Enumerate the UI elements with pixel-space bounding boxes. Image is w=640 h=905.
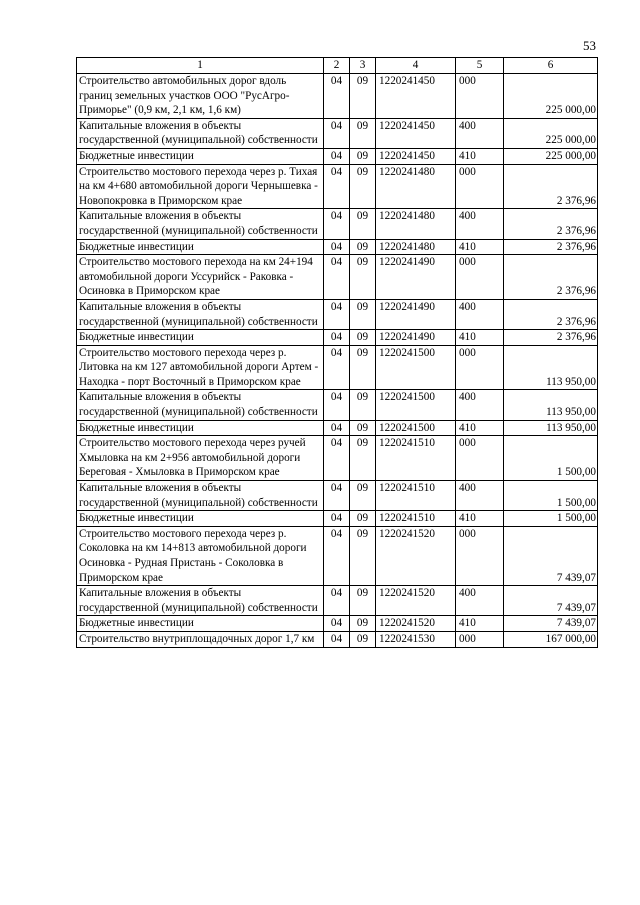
section-code-cell: 04: [324, 164, 350, 209]
subsection-code-cell: 09: [350, 390, 376, 420]
row-name-cell: Бюджетные инвестиции: [77, 239, 324, 255]
target-article-cell: 1220241520: [376, 586, 456, 616]
target-article-cell: 1220241510: [376, 511, 456, 527]
target-article-cell: 1220241450: [376, 118, 456, 148]
amount-cell: 1 500,00: [504, 511, 598, 527]
row-name-cell: Строительство внутриплощадочных дорог 1,7 км: [77, 631, 324, 647]
amount-cell: 2 376,96: [504, 299, 598, 329]
amount-cell: 225 000,00: [504, 148, 598, 164]
target-article-cell: 1220241490: [376, 299, 456, 329]
subsection-code-cell: 09: [350, 299, 376, 329]
row-name-cell: Капитальные вложения в объекты государственной (муниципальной) собственности: [77, 118, 324, 148]
amount-cell: 1 500,00: [504, 481, 598, 511]
row-name-cell: Бюджетные инвестиции: [77, 511, 324, 527]
table-row: [77, 436, 598, 481]
amount-cell: 225 000,00: [504, 74, 598, 119]
subsection-code-cell: 09: [350, 118, 376, 148]
table-row: [77, 526, 598, 585]
expense-type-cell: 000: [456, 526, 504, 585]
amount-cell: 2 376,96: [504, 209, 598, 239]
section-code-cell: 04: [324, 330, 350, 346]
amount-cell: 113 950,00: [504, 420, 598, 436]
column-header: 5: [456, 58, 504, 74]
section-code-cell: 04: [324, 255, 350, 300]
target-article-cell: 1220241520: [376, 526, 456, 585]
target-article-cell: 1220241510: [376, 436, 456, 481]
subsection-code-cell: 09: [350, 345, 376, 390]
table-row: [77, 118, 598, 148]
expense-type-cell: 400: [456, 390, 504, 420]
amount-cell: 7 439,07: [504, 586, 598, 616]
target-article-cell: 1220241490: [376, 255, 456, 300]
section-code-cell: 04: [324, 239, 350, 255]
section-code-cell: 04: [324, 481, 350, 511]
expense-type-cell: 000: [456, 631, 504, 647]
table-row: [77, 299, 598, 329]
expense-type-cell: 410: [456, 330, 504, 346]
expense-type-cell: 000: [456, 74, 504, 119]
subsection-code-cell: 09: [350, 526, 376, 585]
header-row: [77, 58, 598, 74]
expense-type-cell: 400: [456, 586, 504, 616]
amount-cell: 2 376,96: [504, 255, 598, 300]
subsection-code-cell: 09: [350, 616, 376, 632]
budget-table: [76, 57, 598, 648]
table-row: [77, 390, 598, 420]
table-body: [77, 74, 598, 648]
target-article-cell: 1220241520: [376, 616, 456, 632]
section-code-cell: 04: [324, 74, 350, 119]
amount-cell: 7 439,07: [504, 616, 598, 632]
table-row: [77, 239, 598, 255]
target-article-cell: 1220241510: [376, 481, 456, 511]
subsection-code-cell: 09: [350, 420, 376, 436]
section-code-cell: 04: [324, 118, 350, 148]
expense-type-cell: 410: [456, 616, 504, 632]
section-code-cell: 04: [324, 209, 350, 239]
target-article-cell: 1220241480: [376, 239, 456, 255]
expense-type-cell: 410: [456, 148, 504, 164]
table-row: [77, 209, 598, 239]
expense-type-cell: 400: [456, 481, 504, 511]
row-name-cell: Бюджетные инвестиции: [77, 616, 324, 632]
subsection-code-cell: 09: [350, 164, 376, 209]
section-code-cell: 04: [324, 436, 350, 481]
amount-cell: 2 376,96: [504, 164, 598, 209]
row-name-cell: Капитальные вложения в объекты государственной (муниципальной) собственности: [77, 299, 324, 329]
section-code-cell: 04: [324, 420, 350, 436]
amount-cell: 225 000,00: [504, 118, 598, 148]
section-code-cell: 04: [324, 616, 350, 632]
column-header: 6: [504, 58, 598, 74]
row-name-cell: Капитальные вложения в объекты государственной (муниципальной) собственности: [77, 390, 324, 420]
section-code-cell: 04: [324, 345, 350, 390]
subsection-code-cell: 09: [350, 255, 376, 300]
expense-type-cell: 400: [456, 209, 504, 239]
section-code-cell: 04: [324, 511, 350, 527]
target-article-cell: 1220241480: [376, 209, 456, 239]
expense-type-cell: 400: [456, 118, 504, 148]
row-name-cell: Капитальные вложения в объекты государственной (муниципальной) собственности: [77, 481, 324, 511]
subsection-code-cell: 09: [350, 239, 376, 255]
expense-type-cell: 410: [456, 420, 504, 436]
target-article-cell: 1220241500: [376, 345, 456, 390]
column-header: 4: [376, 58, 456, 74]
section-code-cell: 04: [324, 390, 350, 420]
table-row: [77, 345, 598, 390]
row-name-cell: Строительство мостового перехода через р. Литовка на км 127 автомобильной дороги Артем - Находка - порт Восточный в Приморском крае: [77, 345, 324, 390]
target-article-cell: 1220241490: [376, 330, 456, 346]
amount-cell: 167 000,00: [504, 631, 598, 647]
column-header: 3: [350, 58, 376, 74]
page-number: 53: [583, 38, 596, 53]
expense-type-cell: 000: [456, 436, 504, 481]
row-name-cell: Строительство мостового перехода через р. Тихая на км 4+680 автомобильной дороги Чернышевка - Новопокровка в Приморском крае: [77, 164, 324, 209]
target-article-cell: 1220241530: [376, 631, 456, 647]
row-name-cell: Бюджетные инвестиции: [77, 420, 324, 436]
row-name-cell: Строительство мостового перехода через р. Соколовка на км 14+813 автомобильной дороги Осиновка - Рудная Пристань - Соколовка в Приморском крае: [77, 526, 324, 585]
table-row: [77, 420, 598, 436]
subsection-code-cell: 09: [350, 511, 376, 527]
subsection-code-cell: 09: [350, 436, 376, 481]
row-name-cell: Бюджетные инвестиции: [77, 330, 324, 346]
target-article-cell: 1220241500: [376, 420, 456, 436]
expense-type-cell: 000: [456, 345, 504, 390]
table-row: [77, 631, 598, 647]
subsection-code-cell: 09: [350, 330, 376, 346]
subsection-code-cell: 09: [350, 631, 376, 647]
table-row: [77, 74, 598, 119]
row-name-cell: Капитальные вложения в объекты государственной (муниципальной) собственности: [77, 209, 324, 239]
amount-cell: 113 950,00: [504, 345, 598, 390]
expense-type-cell: 410: [456, 239, 504, 255]
target-article-cell: 1220241450: [376, 74, 456, 119]
row-name-cell: Капитальные вложения в объекты государственной (муниципальной) собственности: [77, 586, 324, 616]
row-name-cell: Строительство мостового перехода через ручей Хмыловка на км 2+956 автомобильной дороги Береговая - Хмыловка в Приморском крае: [77, 436, 324, 481]
expense-type-cell: 000: [456, 164, 504, 209]
subsection-code-cell: 09: [350, 148, 376, 164]
expense-type-cell: 410: [456, 511, 504, 527]
section-code-cell: 04: [324, 299, 350, 329]
table-row: [77, 586, 598, 616]
section-code-cell: 04: [324, 631, 350, 647]
table-row: [77, 330, 598, 346]
table-row: [77, 511, 598, 527]
row-name-cell: Строительство автомобильных дорог вдоль границ земельных участков ООО "РусАгро-Приморье" (0,9 км, 2,1 км, 1,6 км): [77, 74, 324, 119]
table-row: [77, 255, 598, 300]
section-code-cell: 04: [324, 526, 350, 585]
row-name-cell: Строительство мостового перехода на км 24+194 автомобильной дороги Уссурийск - Раковка - Осиновка в Приморском крае: [77, 255, 324, 300]
expense-type-cell: 000: [456, 255, 504, 300]
subsection-code-cell: 09: [350, 74, 376, 119]
subsection-code-cell: 09: [350, 209, 376, 239]
expense-type-cell: 400: [456, 299, 504, 329]
subsection-code-cell: 09: [350, 481, 376, 511]
table-row: [77, 481, 598, 511]
amount-cell: 113 950,00: [504, 390, 598, 420]
column-header: 1: [77, 58, 324, 74]
row-name-cell: Бюджетные инвестиции: [77, 148, 324, 164]
section-code-cell: 04: [324, 586, 350, 616]
amount-cell: 2 376,96: [504, 330, 598, 346]
table-row: [77, 148, 598, 164]
subsection-code-cell: 09: [350, 586, 376, 616]
section-code-cell: 04: [324, 148, 350, 164]
amount-cell: 7 439,07: [504, 526, 598, 585]
table-row: [77, 164, 598, 209]
amount-cell: 1 500,00: [504, 436, 598, 481]
amount-cell: 2 376,96: [504, 239, 598, 255]
target-article-cell: 1220241480: [376, 164, 456, 209]
target-article-cell: 1220241500: [376, 390, 456, 420]
target-article-cell: 1220241450: [376, 148, 456, 164]
column-header: 2: [324, 58, 350, 74]
table-row: [77, 616, 598, 632]
